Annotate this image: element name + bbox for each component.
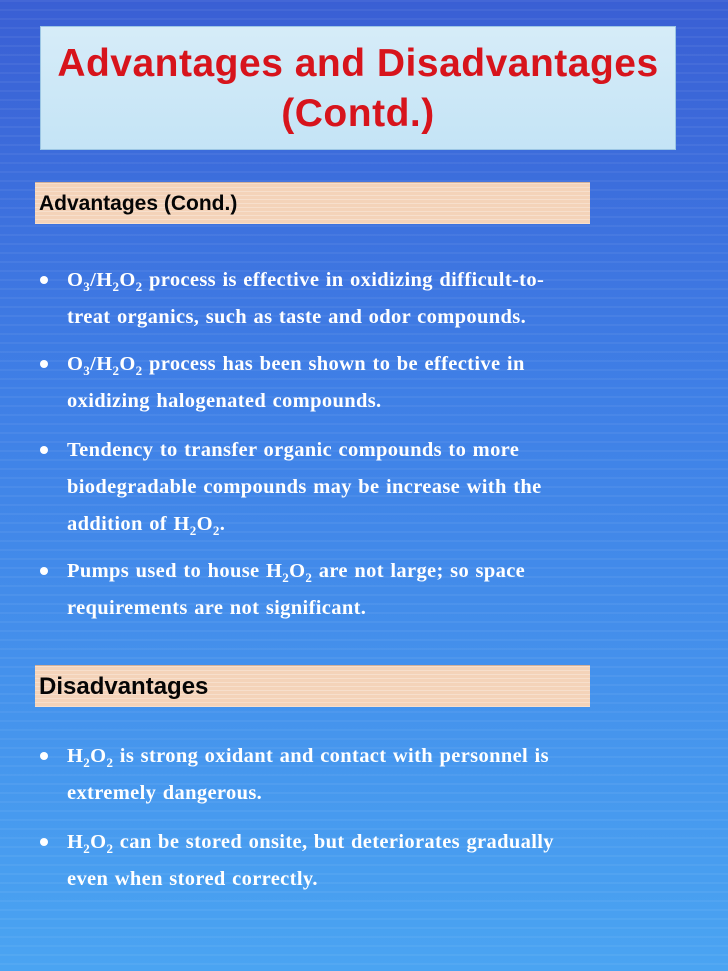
item-line: $O_3/H_2O_2$ process has been shown to be effective in — [67, 353, 525, 378]
item-line: $H_2O_2$ can be stored onsite, but deteriorates gradually — [67, 831, 554, 856]
list-item — [67, 262, 687, 336]
bullet-dot-icon — [40, 567, 48, 575]
item-line: addition of $H_2O_2$. — [67, 513, 226, 538]
item-line: extremely dangerous. — [67, 782, 263, 804]
disadvantages-heading: Disadvantages — [35, 665, 590, 707]
slide-title: Advantages and Disadvantages — [57, 42, 659, 85]
item-line: biodegradable compounds may be increase with the — [67, 476, 542, 498]
item-line: $O_3/H_2O_2$ process is effective in oxidizing difficult-to- — [67, 269, 545, 294]
list-item — [67, 738, 687, 812]
item-line: treat organics, such as taste and odor compounds. — [67, 306, 527, 328]
list-item — [67, 824, 687, 898]
list-item — [67, 346, 687, 420]
item-line: even when stored correctly. — [67, 868, 318, 890]
list-item — [67, 553, 687, 627]
bullet-dot-icon — [40, 838, 48, 846]
item-line: oxidizing halogenated compounds. — [67, 390, 382, 412]
item-line: requirements are not significant. — [67, 597, 367, 619]
list-item — [67, 432, 687, 543]
item-line: $H_2O_2$ is strong oxidant and contact with personnel is — [67, 745, 549, 770]
bullet-dot-icon — [40, 446, 48, 454]
slide-title-box — [40, 26, 676, 150]
bullet-dot-icon — [40, 360, 48, 368]
bullet-dot-icon — [40, 752, 48, 760]
bullet-dot-icon — [40, 276, 48, 284]
advantages-heading: Advantages (Cond.) — [35, 182, 590, 224]
item-line: Pumps used to house $H_2O_2$ are not large; so space — [67, 560, 526, 585]
slide-title-contd: (Contd.) — [281, 92, 435, 135]
item-line: Tendency to transfer organic compounds to more — [67, 439, 520, 461]
